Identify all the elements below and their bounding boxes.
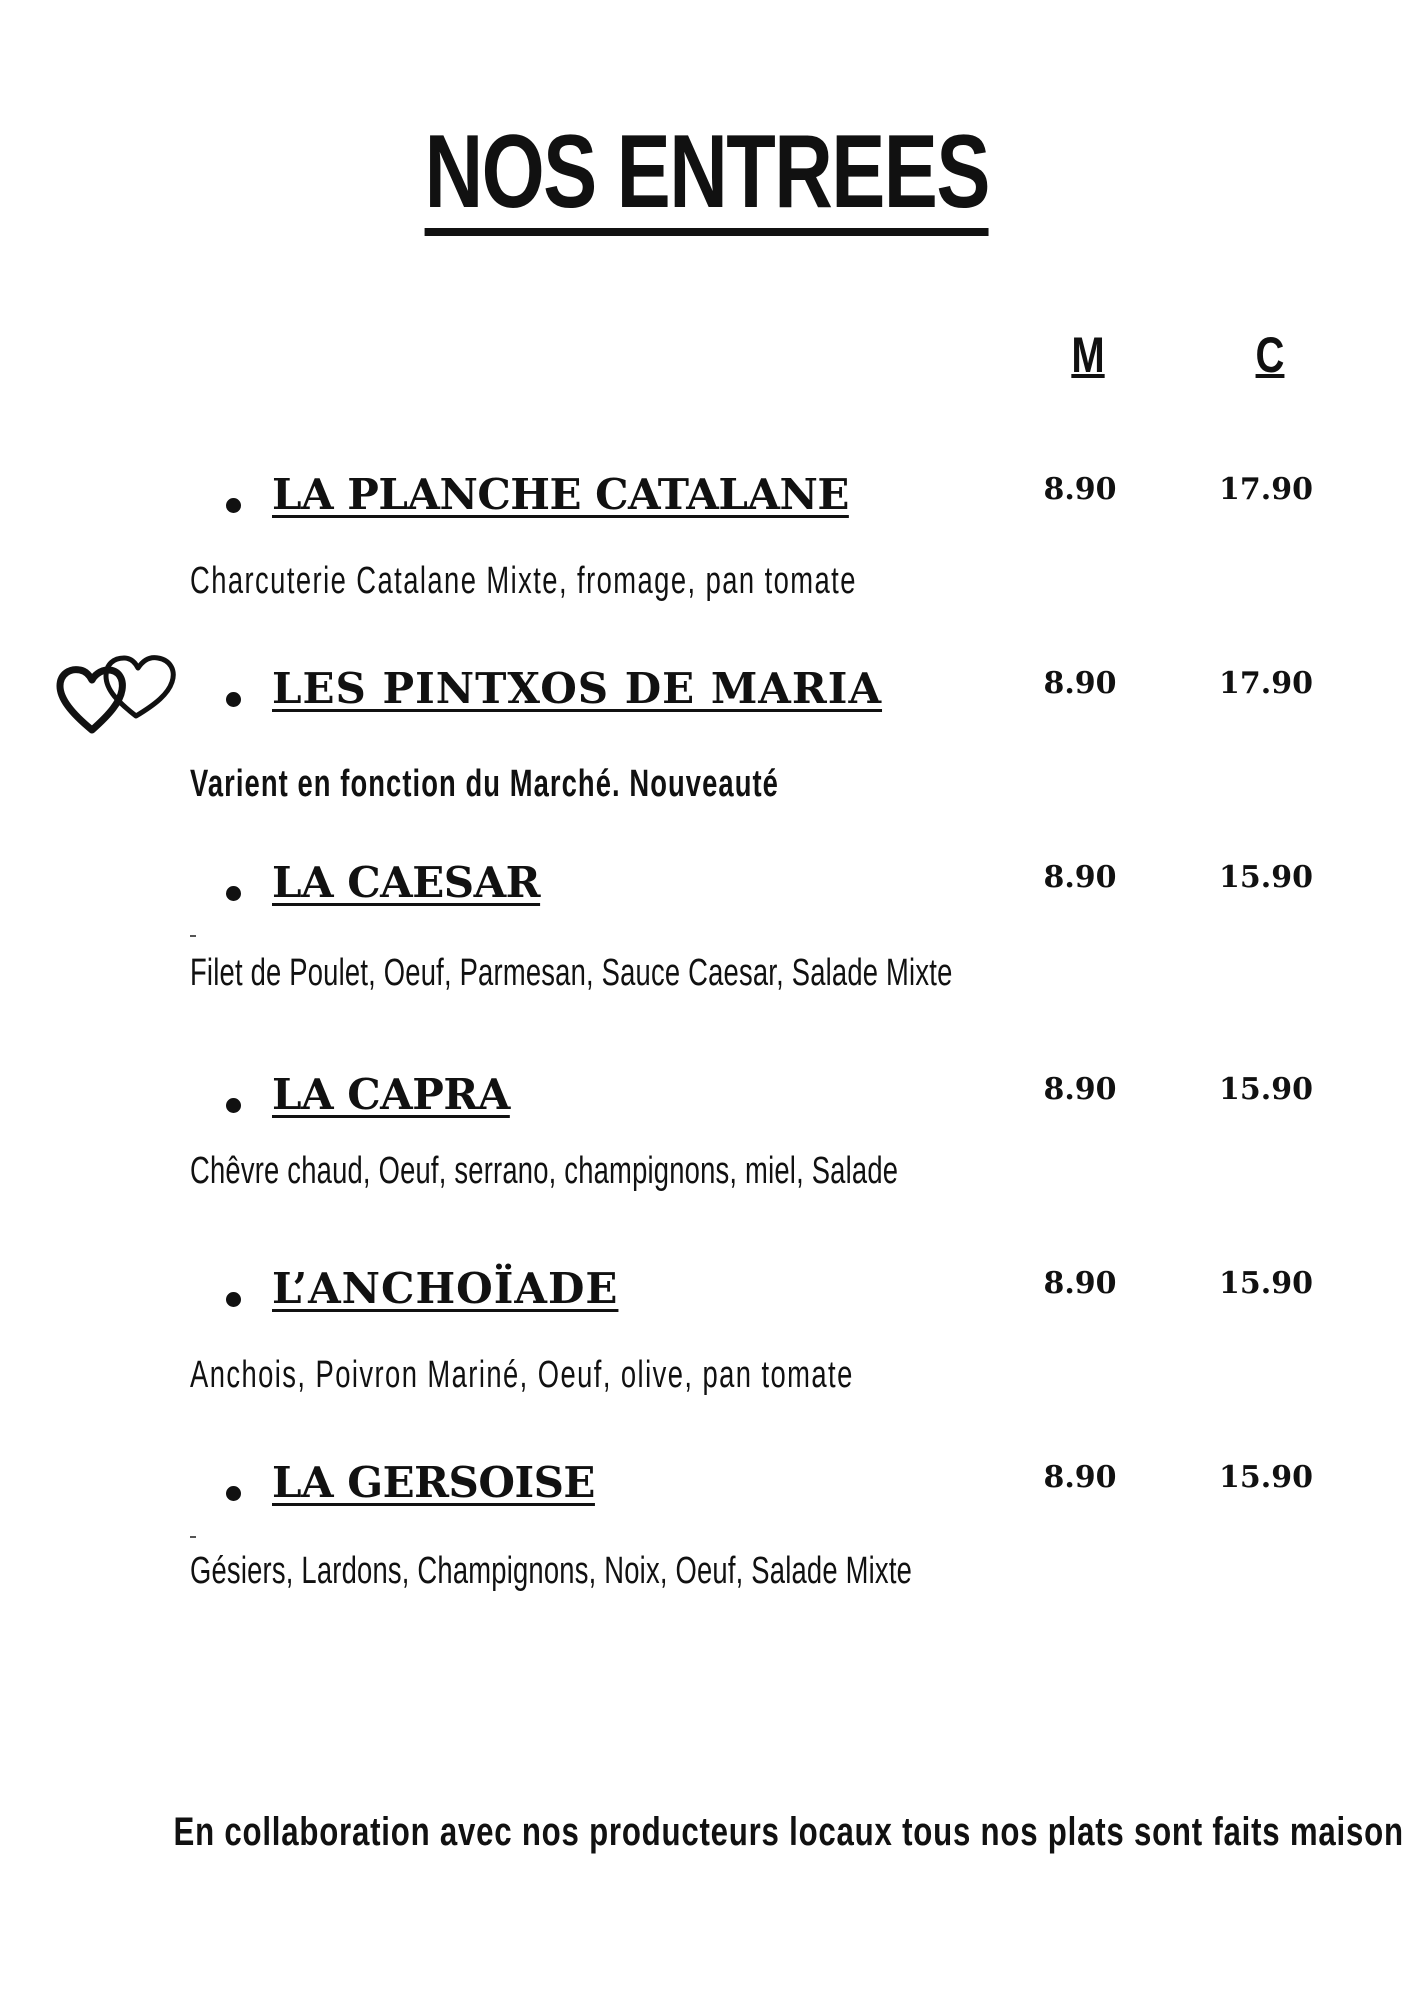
column-header-c: C bbox=[1255, 327, 1285, 383]
item-name: LA CAPRA bbox=[272, 1070, 510, 1119]
footer-note: En collaboration avec nos producteurs locaux tous nos plats sont faits maison bbox=[173, 1810, 1404, 1854]
menu-item bbox=[0, 858, 1414, 918]
item-description: Varient en fonction du Marché. Nouveauté bbox=[190, 763, 779, 805]
price-c: 15.90 bbox=[1219, 1072, 1313, 1107]
bullet-icon bbox=[226, 1486, 241, 1501]
item-description: Filet de Poulet, Oeuf, Parmesan, Sauce Caesar, Salade Mixte bbox=[190, 952, 953, 994]
page-title: NOS ENTREES bbox=[425, 120, 989, 236]
price-c: 15.90 bbox=[1219, 860, 1313, 895]
item-description: Chêvre chaud, Oeuf, serrano, champignons, miel, Salade bbox=[190, 1150, 899, 1192]
item-name: LA PLANCHE CATALANE bbox=[272, 470, 849, 519]
price-m: 8.90 bbox=[1043, 472, 1117, 507]
price-m: 8.90 bbox=[1043, 1266, 1117, 1301]
item-name: LA GERSOISE bbox=[272, 1458, 595, 1507]
menu-item bbox=[0, 664, 1414, 724]
bullet-icon bbox=[226, 1292, 241, 1307]
bullet-icon bbox=[226, 886, 241, 901]
bullet-icon bbox=[226, 692, 241, 707]
price-m: 8.90 bbox=[1043, 1460, 1117, 1495]
bullet-icon bbox=[226, 1098, 241, 1113]
price-c: 15.90 bbox=[1219, 1460, 1313, 1495]
footer-block bbox=[0, 1810, 1414, 1855]
item-description: Charcuterie Catalane Mixte, fromage, pan tomate bbox=[190, 560, 857, 602]
price-m: 8.90 bbox=[1043, 666, 1117, 701]
column-header-m: M bbox=[1071, 327, 1105, 383]
menu-item bbox=[0, 470, 1414, 530]
price-c: 15.90 bbox=[1219, 1266, 1313, 1301]
price-c: 17.90 bbox=[1219, 472, 1313, 507]
price-m: 8.90 bbox=[1043, 860, 1117, 895]
menu-item bbox=[0, 1458, 1414, 1518]
divider-dash bbox=[190, 935, 196, 937]
item-description: Anchois, Poivron Mariné, Oeuf, olive, pan tomate bbox=[190, 1354, 854, 1396]
item-name: L’ANCHOÏADE bbox=[272, 1264, 619, 1313]
menu-item bbox=[0, 1070, 1414, 1130]
item-name: LA CAESAR bbox=[272, 858, 541, 907]
price-c: 17.90 bbox=[1219, 666, 1313, 701]
item-name: LES PINTXOS DE MARIA bbox=[272, 664, 883, 713]
price-m: 8.90 bbox=[1043, 1072, 1117, 1107]
bullet-icon bbox=[226, 498, 241, 513]
menu-title-block bbox=[0, 114, 1414, 236]
item-description: Gésiers, Lardons, Champignons, Noix, Oeuf, Salade Mixte bbox=[190, 1550, 913, 1592]
divider-dash bbox=[190, 1536, 196, 1538]
menu-item bbox=[0, 1264, 1414, 1324]
